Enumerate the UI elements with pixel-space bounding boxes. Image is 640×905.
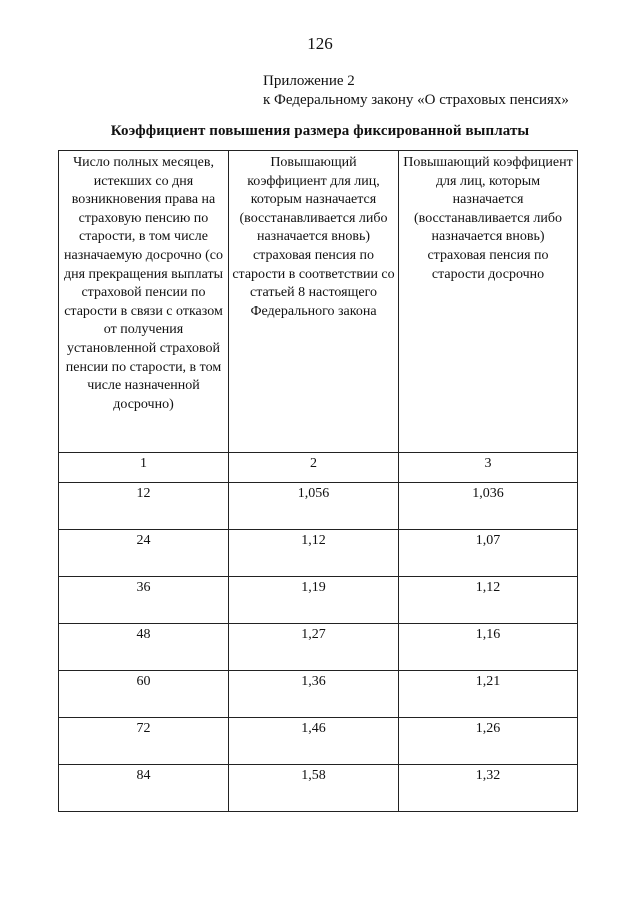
coef-early-cell: 1,21	[399, 671, 578, 718]
coef-standard-cell: 1,19	[229, 577, 399, 624]
coef-standard-cell: 1,46	[229, 718, 399, 765]
table-row	[59, 765, 578, 812]
table-header-row	[59, 151, 578, 453]
coef-standard-cell: 1,36	[229, 671, 399, 718]
table-row	[59, 483, 578, 530]
header-coef-standard: Повышающий коэффициент для лиц, которым назначается (восстанавливается либо назначается вновь) страховая пенсия по старости в соответствии со статьей 8 настоящего Федерального закона	[229, 151, 399, 453]
header-months: Число полных месяцев, истекших со дня возникновения права на страховую пенсию по старости, в том числе назначаемую досрочно (со дня прекращения выплаты страховой пенсии по старости в связи с отказом от получения установленной страховой пенсии по старости, в том числе назначенной досрочно)	[59, 151, 229, 453]
coef-early-cell: 1,07	[399, 530, 578, 577]
months-cell: 72	[59, 718, 229, 765]
header-coef-early: Повышающий коэффициент для лиц, которым назначается (восстанавливается либо назначается вновь) страховая пенсия по старости досрочно	[399, 151, 578, 453]
page-number: 126	[307, 34, 333, 53]
appendix-title: Приложение 2	[263, 73, 355, 89]
coef-standard-cell: 1,056	[229, 483, 399, 530]
table-row	[59, 577, 578, 624]
appendix-note	[263, 72, 569, 110]
months-cell: 36	[59, 577, 229, 624]
coef-early-cell: 1,12	[399, 577, 578, 624]
coefficient-table	[58, 150, 578, 812]
column-number-row	[59, 453, 578, 483]
coef-early-cell: 1,16	[399, 624, 578, 671]
table-title: Коэффициент повышения размера фиксированной выплаты	[110, 123, 530, 139]
appendix-law-reference: к Федеральному закону «О страховых пенсиях»	[263, 92, 569, 108]
months-cell: 60	[59, 671, 229, 718]
coef-early-cell: 1,26	[399, 718, 578, 765]
column-number-cell: 2	[229, 453, 399, 483]
months-cell: 24	[59, 530, 229, 577]
column-number-cell: 3	[399, 453, 578, 483]
table-row	[59, 624, 578, 671]
coef-standard-cell: 1,58	[229, 765, 399, 812]
table-row	[59, 718, 578, 765]
table-row	[59, 530, 578, 577]
coef-standard-cell: 1,12	[229, 530, 399, 577]
coef-standard-cell: 1,27	[229, 624, 399, 671]
coef-early-cell: 1,32	[399, 765, 578, 812]
months-cell: 48	[59, 624, 229, 671]
months-cell: 12	[59, 483, 229, 530]
table-row	[59, 671, 578, 718]
coef-early-cell: 1,036	[399, 483, 578, 530]
months-cell: 84	[59, 765, 229, 812]
column-number-cell: 1	[59, 453, 229, 483]
